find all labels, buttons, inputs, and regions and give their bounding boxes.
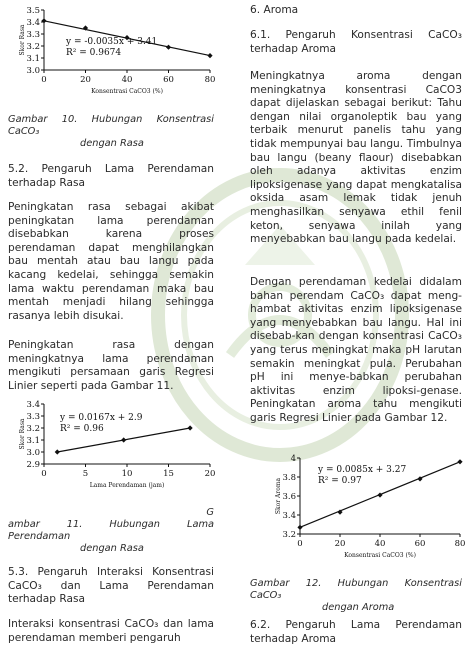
figure-10-caption: Gambar 10. Hubungan Konsentrasi	[8, 114, 214, 125]
x-tick-label: 40	[374, 539, 386, 549]
x-tick-label: 15	[163, 469, 174, 479]
paragraph-regresi-rasa: Peningkatan rasa dengan meningkatnya lama perendaman mengikuti persamaan garis Regresi Linier seperti pada Gambar 11.	[8, 339, 214, 392]
x-tick-label: 5	[82, 469, 89, 479]
y-tick-label: 3.0	[26, 66, 40, 76]
figure-12	[248, 448, 464, 572]
section-5-2-title: 5.2. Pengaruh Lama Perendaman terhadap Rasa	[8, 163, 214, 189]
data-point	[121, 437, 126, 442]
data-point	[55, 449, 60, 454]
x-tick-label: 60	[414, 539, 426, 549]
y-tick-label: 3.4	[26, 400, 40, 410]
y-tick-label: 4	[290, 454, 296, 464]
x-tick-label: 10	[121, 469, 133, 479]
data-point	[166, 45, 171, 50]
x-tick-label: 80	[204, 75, 216, 85]
regression-equation: y = 0.0085x + 3.27	[318, 465, 407, 475]
section-6-title: 6. Aroma	[250, 4, 299, 16]
x-axis-label: Lama Perendaman (jam)	[89, 482, 165, 489]
figure-12-caption-cont: CaCO₃	[250, 590, 282, 601]
figure-11-chart	[8, 398, 214, 494]
y-tick-label: 3.2	[26, 42, 40, 52]
regression-equation: y = 0.0167x + 2.9	[60, 413, 143, 423]
section-5-3-title: 5.3. Pengaruh Interaksi Konsentrasi CaCO₃ dan Lama Perendaman terhadap Rasa	[8, 566, 214, 606]
figure-11-caption: ambar 11. Hubungan Lama	[8, 519, 214, 530]
figure-11-caption-letter: G	[206, 507, 214, 518]
y-axis-label: Skor Rasa	[19, 418, 26, 450]
x-axis-label: Konsentrasi CaCO3 (%)	[91, 88, 163, 95]
x-tick-label: 40	[121, 75, 133, 85]
y-tick-label: 3.5	[26, 6, 40, 16]
x-tick-label: 20	[334, 539, 346, 549]
x-tick-label: 60	[163, 75, 174, 85]
y-tick-label: 3.1	[26, 436, 40, 446]
y-tick-label: 3.3	[26, 30, 40, 40]
y-axis-label: Skor Aroma	[275, 477, 282, 515]
x-tick-label: 20	[204, 469, 216, 479]
y-tick-label: 3.2	[282, 530, 296, 540]
data-point	[41, 18, 46, 23]
regression-equation: y = -0.0035x + 3.41	[66, 37, 158, 47]
x-tick-label: 80	[454, 539, 466, 549]
figure-11	[8, 398, 214, 494]
y-tick-label: 3.0	[26, 448, 40, 458]
figure-12-caption-end: dengan Aroma	[322, 602, 395, 613]
paragraph-interaksi: Interaksi konsentrasi CaCO₃ dan lama perendaman memberi pengaruh	[8, 618, 214, 644]
data-point	[207, 53, 212, 58]
section-6-1-title: 6.1. Pengaruh Konsentrasi CaCO₃ terhadap Aroma	[250, 29, 462, 55]
x-tick-label: 0	[41, 75, 47, 85]
r-squared-label: R² = 0.97	[318, 476, 362, 486]
y-tick-label: 3.1	[26, 54, 40, 64]
y-tick-label: 3.4	[282, 511, 296, 521]
data-point	[297, 525, 302, 530]
paragraph-rasa-lama-perendaman: Peningkatan rasa sebagai akibat peningkatan lama perendaman disebabkan karena proses perendaman dapat menghilangkan bau mentah atau bau langu pada kacang kedelai, sehingga semakin lama waktu perendaman maka bau mentah menjadi hilang sehingga rasanya lebih disukai.	[8, 201, 214, 322]
figure-10-caption-cont: CaCO₃	[8, 126, 40, 137]
x-tick-label: 0	[41, 469, 47, 479]
r-squared-label: R² = 0.9674	[66, 48, 122, 58]
r-squared-label: R² = 0.96	[60, 424, 104, 434]
data-point	[457, 459, 462, 464]
x-axis-label: Konsentrasi CaCO3 (%)	[344, 552, 416, 559]
section-6-2-title: 6.2. Pengaruh Lama Perendaman terhadap Aroma	[250, 619, 462, 645]
figure-10-caption-end: dengan Rasa	[80, 138, 144, 149]
y-tick-label: 3.3	[26, 412, 40, 422]
x-tick-label: 0	[297, 539, 303, 549]
y-tick-label: 3.4	[26, 18, 40, 28]
figure-12-caption: Gambar 12. Hubungan Konsentrasi	[250, 578, 462, 589]
figure-12-chart	[248, 448, 464, 572]
figure-11-caption-cont: Perendaman	[8, 531, 71, 542]
y-tick-label: 3.2	[26, 424, 40, 434]
y-tick-label: 3.8	[282, 473, 296, 483]
data-point	[187, 425, 192, 430]
paragraph-aroma-konsentrasi: Meningkatnya aroma dengan meningkatnya konsentrasi CaCO3 dapat dijelaskan sebagai berikut: Tahu dengan nilai organoleptik bau yang terbaik menurut panelis tahu yang tidak mempunyai bau langu. Timbulnya bau langu (beany flaour) disebabkan oleh adanya aktivitas enzim lipoksigenase yang dapat mengkatalisa oksida asam lemak tidak jenuh menghasilkan senyawa ethil fenil keton, senyawa inilah yang menyebabkan bau langu pada kedelai.	[250, 70, 462, 246]
figure-10	[8, 4, 214, 100]
figure-10-chart	[8, 4, 214, 100]
y-axis-label: Skor Rasa	[19, 24, 26, 56]
x-tick-label: 20	[80, 75, 91, 85]
paragraph-enzim-lipoksigenase: Dengan perendaman kedelai didalam bahan perendam CaCO₃ dapat meng-hambat aktivitas enzim lipoksigenase yang menyebabkan bau langu. Hal ini disebab-kan dengan konsentrasi CaCO₃ yang terus meningkat maka pH larutan semakin meningkat pula. Perubahan pH ini menye-babkan perubahan aktivitas enzim lipoksi-genase. Peningkatan aroma tahu mengikuti garis Regresi Linier pada Gambar 12.	[250, 276, 462, 424]
y-tick-label: 3.6	[282, 492, 296, 502]
y-tick-label: 2.9	[26, 460, 40, 470]
figure-11-caption-end: dengan Rasa	[80, 543, 144, 554]
